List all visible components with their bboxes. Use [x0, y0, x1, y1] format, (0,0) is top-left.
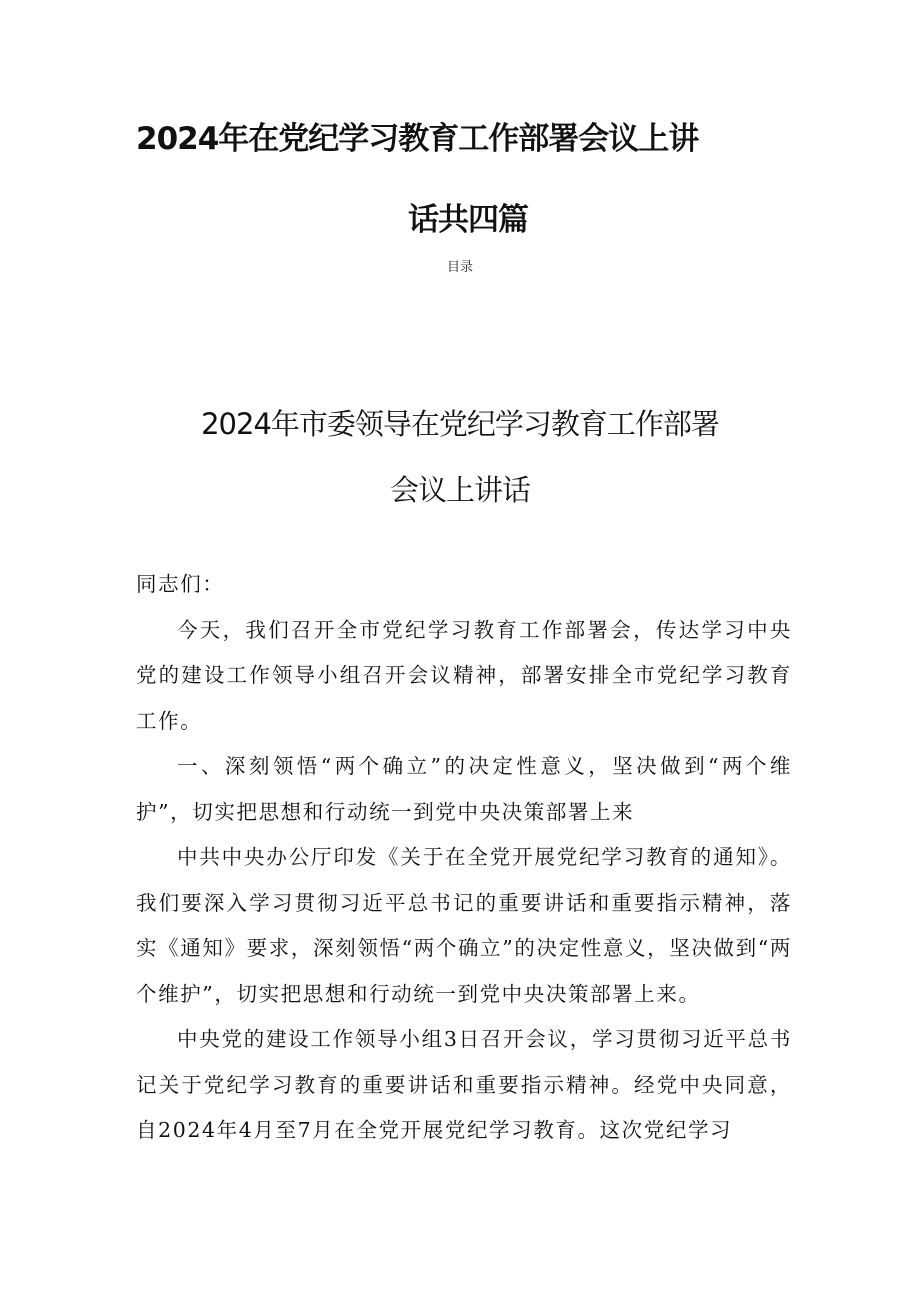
body-paragraph: 今天，我们召开全市党纪学习教育工作部署会，传达学习中央党的建设工作领导小组召开会议精神，部署安排全市党纪学习教育工作。	[136, 617, 792, 733]
body-paragraph: 中央党的建设工作领导小组3日召开会议，学习贯彻习近平总书记关于党纪学习教育的重要讲话和重要指示精神。经党中央同意，自2024年4月至7月在全党开展党纪学习教育。这次党纪学习	[136, 1027, 792, 1142]
document-title-line-2: 话共四篇	[408, 202, 528, 238]
speech-title-line-1: 2024年市委领导在党纪学习教育工作部署	[201, 407, 719, 441]
speech-body	[136, 562, 792, 1154]
body-paragraph: 中共中央办公厅印发《关于在全党开展党纪学习教育的通知》。我们要深入学习贯彻习近平总书记的重要讲话和重要指示精神，落实《通知》要求，深刻领悟“两个确立”的决定性意义，坚决做到“两个维护”，切实把思想和行动统一到党中央决策部署上来。	[136, 845, 792, 1006]
salutation: 同志们：	[136, 572, 225, 596]
table-of-contents-label: 目录	[446, 260, 473, 275]
section-heading: 一、深刻领悟“两个确立”的决定性意义，坚决做到“两个维护”，切实把思想和行动统一到党中央决策部署上来	[136, 754, 792, 824]
speech-title-line-2: 会议上讲话	[389, 473, 530, 507]
document-title-line-1: 2024年在党纪学习教育工作部署会议上讲	[136, 121, 699, 157]
